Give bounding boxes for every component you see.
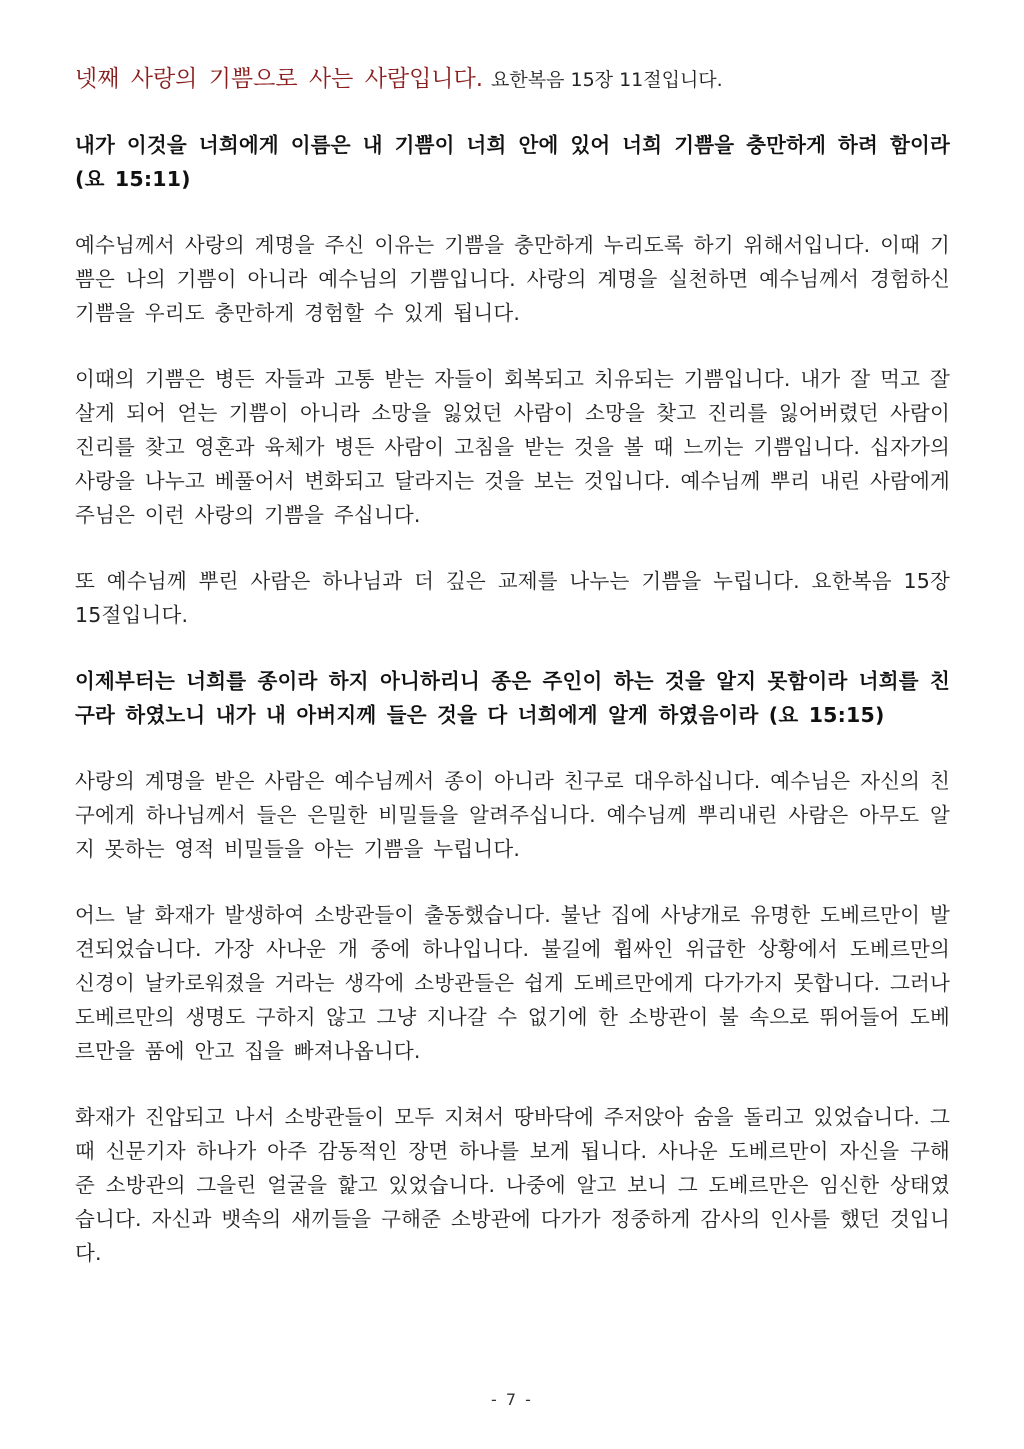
body-paragraph: 이때의 기쁨은 병든 자들과 고통 받는 자들이 회복되고 치유되는 기쁨입니다. 내가 잘 먹고 잘 살게 되어 얻는 기쁨이 아니라 소망을 잃었던 사람이 소망을 찾고 진리를 잃어버렸던 사람이 진리를 찾고 영혼과 육체가 병든 사람이 고침을 받는 것을 볼 때 느끼는 기쁨입니다. 십자가의 사랑을 나누고 베풀어서 변화되고 달라지는 것을 보는 것입니다. 예수님께 뿌리 내린 사람에게 주님은 이런 사랑의 기쁨을 주십니다. <box>75 367 950 527</box>
body-paragraph: 어느 날 화재가 발생하여 소방관들이 출동했습니다. 불난 집에 사냥개로 유명한 도베르만이 발견되었습니다. 가장 사나운 개 중에 하나입니다. 불길에 휩싸인 위급한 상황에서 도베르만의 신경이 날카로워졌을 거라는 생각에 소방관들은 쉽게 도베르만에게 다가가지 못합니다. 그러나 도베르만의 생명도 구하지 않고 그냥 지나갈 수 없기에 한 소방관이 불 속으로 뛰어들어 도베르만을 품에 안고 집을 빠져나옵니다. <box>75 903 950 1063</box>
body-paragraph: 화재가 진압되고 나서 소방관들이 모두 지쳐서 땅바닥에 주저앉아 숨을 돌리고 있었습니다. 그때 신문기자 하나가 아주 감동적인 장면 하나를 보게 됩니다. 사나운 도베르만이 자신을 구해 준 소방관의 그을린 얼굴을 핥고 있었습니다. 나중에 알고 보니 그 도베르만은 임신한 상태였습니다. 자신과 뱃속의 새끼들을 구해준 소방관에 다가가 정중하게 감사의 인사를 했던 것입니다. <box>75 1105 950 1265</box>
document-page <box>75 62 950 1270</box>
body-paragraph: 예수님께서 사랑의 계명을 주신 이유는 기쁨을 충만하게 누리도록 하기 위해서입니다. 이때 기쁨은 나의 기쁨이 아니라 예수님의 기쁨입니다. 사랑의 계명을 실천하면 예수님께서 경험하신 기쁨을 우리도 충만하게 경험할 수 있게 됩니다. <box>75 233 950 325</box>
heading-reference: 요한복음 15장 11절입니다. <box>491 69 723 91</box>
body-paragraph: 또 예수님께 뿌린 사람은 하나님과 더 깊은 교제를 나누는 기쁨을 누립니다. 요한복음 15장 15절입니다. <box>75 569 950 627</box>
page-number: - 7 - <box>491 1390 533 1409</box>
section-heading <box>75 62 950 97</box>
scripture-verse: 내가 이것을 너희에게 이름은 내 기쁨이 너희 안에 있어 너희 기쁨을 충만하게 하려 함이라 (요 15:11) <box>75 133 950 191</box>
scripture-verse: 이제부터는 너희를 종이라 하지 아니하리니 종은 주인이 하는 것을 알지 못함이라 너희를 친구라 하였노니 내가 내 아버지께 들은 것을 다 너희에게 알게 하였음이라 (요 15:15) <box>75 669 950 727</box>
heading-title: 넷째 사랑의 기쁨으로 사는 사람입니다. <box>75 66 484 92</box>
body-paragraph: 사랑의 계명을 받은 사람은 예수님께서 종이 아니라 친구로 대우하십니다. 예수님은 자신의 친구에게 하나님께서 들은 은밀한 비밀들을 알려주십니다. 예수님께 뿌리내린 사람은 아무도 알지 못하는 영적 비밀들을 아는 기쁨을 누립니다. <box>75 769 950 861</box>
